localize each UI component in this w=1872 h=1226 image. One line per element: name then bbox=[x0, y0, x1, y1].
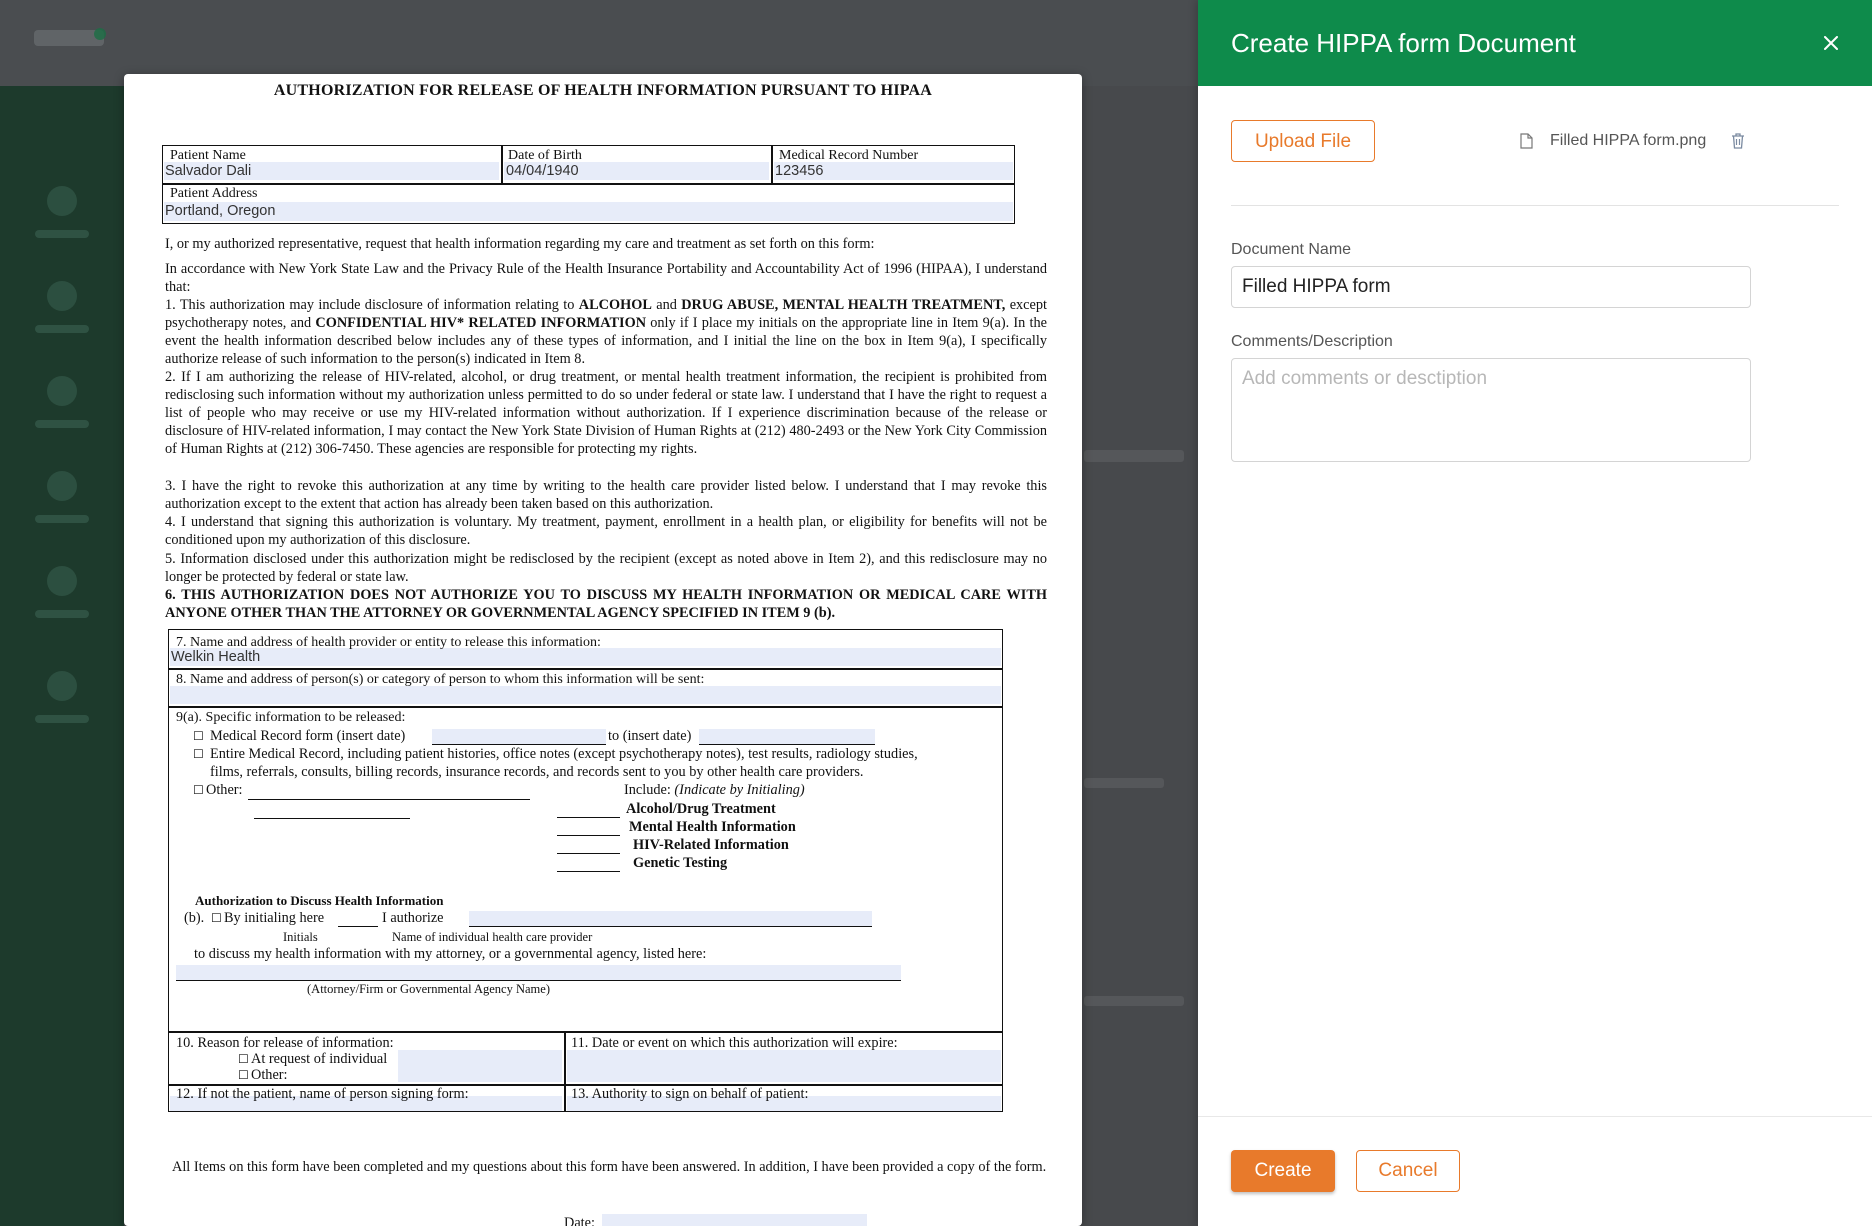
patient-name-label: Patient Name bbox=[170, 148, 246, 163]
comments-textarea[interactable] bbox=[1231, 358, 1751, 462]
create-button[interactable]: Create bbox=[1231, 1150, 1335, 1192]
nav-icon bbox=[47, 566, 77, 596]
checkbox-entire-record[interactable]: ☐ bbox=[193, 747, 204, 761]
background-sidebar bbox=[0, 86, 124, 1226]
auth-heading: Authorization to Discuss Health Information bbox=[195, 893, 444, 908]
item-5-paragraph: 5. Information disclosed under this authorization might be redisclosed by the recipient (except as noted above in Item 2), and this redisclosure may no longer be protected by federal or state law. bbox=[165, 551, 1047, 586]
intro-paragraph: I, or my authorized representative, request that health information regarding my care and treatment as set forth on this form: bbox=[165, 236, 875, 252]
create-document-drawer bbox=[1198, 0, 1872, 1226]
file-icon bbox=[1520, 133, 1533, 149]
divider bbox=[1231, 205, 1839, 206]
opt-other: Other: bbox=[206, 782, 243, 798]
sidebar-nav-item bbox=[22, 376, 102, 452]
item-8-label: 8. Name and address of person(s) or category of person to whom this information will be sent: bbox=[176, 672, 705, 687]
upload-file-button[interactable]: Upload File bbox=[1231, 120, 1375, 162]
app-logo-mark-icon bbox=[94, 28, 106, 40]
inc-genetic: Genetic Testing bbox=[633, 855, 728, 871]
item-11-label: 11. Date or event on which this authorization will expire: bbox=[571, 1035, 898, 1051]
sidebar-nav-item bbox=[22, 281, 102, 357]
initial-hiv-field[interactable] bbox=[557, 838, 620, 854]
item-7-value: Welkin Health bbox=[171, 649, 261, 665]
document-title: AUTHORIZATION FOR RELEASE OF HEALTH INFORMATION PURSUANT TO HIPAA bbox=[273, 82, 933, 99]
checkbox-request-individual[interactable]: ☐ bbox=[238, 1052, 249, 1066]
cancel-button[interactable]: Cancel bbox=[1356, 1150, 1460, 1192]
item-10-label: 10. Reason for release of information: bbox=[176, 1035, 394, 1051]
provider-caption: Name of individual health care provider bbox=[392, 930, 593, 944]
item-12-label: 12. If not the patient, name of person signing form: bbox=[176, 1086, 469, 1102]
opt-entire-record: Entire Medical Record, including patient histories, office notes (except psychotherapy notes), test results, radiology studies, bbox=[210, 746, 918, 762]
inc-alcohol: Alcohol/Drug Treatment bbox=[626, 801, 776, 817]
item-9a-label: 9(a). Specific information to be released: bbox=[176, 710, 406, 725]
checkbox-other-reason[interactable]: ☐ bbox=[238, 1068, 249, 1082]
mrn-value: 123456 bbox=[775, 163, 824, 179]
nav-icon bbox=[47, 671, 77, 701]
date-label: Date: bbox=[564, 1215, 595, 1226]
item-4-paragraph: 4. I understand that signing this authorization is voluntary. My treatment, payment, enrollment in a health plan, or eligibility for benefits will not be conditioned upon my authorization of this disclosure. bbox=[165, 514, 1047, 549]
initials-field[interactable] bbox=[338, 911, 378, 927]
sidebar-nav-item bbox=[22, 186, 102, 262]
item-13-label: 13. Authority to sign on behalf of patient: bbox=[571, 1086, 809, 1102]
document-name-label: Document Name bbox=[1231, 241, 1352, 258]
file-name: Filled HIPPA form.png bbox=[1550, 132, 1707, 149]
opt-medical-record: Medical Record form (insert date) bbox=[210, 728, 406, 744]
address-value: Portland, Oregon bbox=[165, 203, 276, 219]
close-button[interactable] bbox=[1814, 26, 1848, 60]
checkbox-other[interactable]: ☐ bbox=[193, 783, 204, 797]
comments-label: Comments/Description bbox=[1231, 333, 1393, 350]
item-1-paragraph: 1. This authorization may include disclosure of information relating to ALCOHOL and DRUG ABUSE, MENTAL HEALTH TREATMENT, except psychotherapy notes, and CONFIDENTIAL HIV* RELATED INFORMATION only if I place my initials on the appropriate line in Item 9(a). In the event the health information described below includes any of these types of information, and I initial the line on the box in Item 9(a), I specifically authorize release of such information to the person(s) indicated in Item 8. bbox=[165, 297, 1047, 368]
checkbox-medical-record[interactable]: ☐ bbox=[193, 729, 204, 743]
drawer-header bbox=[1198, 0, 1872, 86]
initials-caption: Initials bbox=[283, 930, 318, 944]
sidebar-nav-item bbox=[22, 671, 102, 747]
attorney-caption: (Attorney/Firm or Governmental Agency Name) bbox=[307, 982, 550, 996]
trash-icon[interactable] bbox=[1730, 132, 1746, 150]
initial-mental-field[interactable] bbox=[557, 820, 620, 836]
document-name-input[interactable] bbox=[1231, 266, 1751, 308]
auth-b-label: (b). bbox=[184, 910, 205, 926]
initial-alcohol-field[interactable] bbox=[557, 802, 620, 818]
sidebar-nav-item bbox=[22, 471, 102, 547]
auth-b-initialing: By initialing here bbox=[224, 910, 325, 926]
patient-name-value: Salvador Dali bbox=[165, 163, 252, 179]
item-10-opt1: At request of individual bbox=[251, 1051, 388, 1067]
inc-hiv: HIV-Related Information bbox=[633, 837, 789, 853]
item-3-paragraph: 3. I have the right to revoke this authorization at any time by writing to the health care provider listed below. I understand that I may revoke this authorization except to the extent that action has already been taken based on this authorization. bbox=[165, 478, 1047, 513]
item-10-opt2: Other: bbox=[251, 1067, 288, 1083]
discuss-line: to discuss my health information with my attorney, or a governmental agency, listed here: bbox=[194, 946, 707, 962]
other-field-line-1[interactable] bbox=[248, 784, 530, 800]
to-insert-date-label: to (insert date) bbox=[608, 728, 692, 744]
address-label: Patient Address bbox=[170, 186, 258, 201]
item-7-label: 7. Name and address of health provider or entity to release this information: bbox=[176, 635, 601, 650]
opt-entire-record-cont: films, referrals, consults, billing records, insurance records, and records sent to you by other health care providers. bbox=[210, 764, 864, 780]
document-preview bbox=[124, 74, 1082, 1226]
ny-law-paragraph: In accordance with New York State Law and the Privacy Rule of the Health Insurance Portability and Accountability Act of 1996 (HIPAA), I understand that: bbox=[165, 261, 1047, 296]
item-2-paragraph: 2. If I am authorizing the release of HIV-related, alcohol, or drug treatment, or mental health treatment information, the recipient is prohibited from redisclosing such information without my authorization unless permitted to do so under federal or state law. I understand that I have the right to request a list of people who may receive or use my HIV-related information without authorization. If I experience discrimination because of the release or disclosure of HIV-related information, I may contact the New York State Division of Human Rights at (212) 480-2493 or the New York City Commission of Human Rights at (212) 306-7450. These agencies are responsible for protecting my rights. bbox=[165, 369, 1047, 458]
date-field[interactable] bbox=[602, 1214, 867, 1226]
drawer-title: Create HIPPA form Document bbox=[1231, 28, 1576, 58]
item-6-paragraph: 6. THIS AUTHORIZATION DOES NOT AUTHORIZE YOU TO DISCUSS MY HEALTH INFORMATION OR MEDICAL CARE WITH ANYONE OTHER THAN THE ATTORNEY OR GOVERNMENTAL AGENCY SPECIFIED IN ITEM 9 (b). bbox=[165, 587, 1047, 622]
auth-b-authorize: I authorize bbox=[382, 910, 444, 926]
other-field-line-2[interactable] bbox=[254, 803, 410, 819]
footer-paragraph: All Items on this form have been completed and my questions about this form have been answered. In addition, I have been provided a copy of the form. bbox=[172, 1159, 1047, 1175]
nav-icon bbox=[47, 281, 77, 311]
initial-genetic-field[interactable] bbox=[557, 856, 620, 872]
checkbox-initial-here[interactable]: ☐ bbox=[211, 911, 222, 925]
sidebar-nav-item bbox=[22, 566, 102, 642]
inc-mental: Mental Health Information bbox=[629, 819, 796, 835]
nav-icon bbox=[47, 376, 77, 406]
dob-value: 04/04/1940 bbox=[506, 163, 579, 179]
mrn-label: Medical Record Number bbox=[779, 148, 919, 163]
dob-label: Date of Birth bbox=[508, 148, 582, 163]
close-icon bbox=[1824, 36, 1838, 50]
footer-divider bbox=[1198, 1116, 1872, 1117]
nav-icon bbox=[47, 186, 77, 216]
include-label: Include: (Indicate by Initialing) bbox=[624, 782, 805, 798]
nav-icon bbox=[47, 471, 77, 501]
